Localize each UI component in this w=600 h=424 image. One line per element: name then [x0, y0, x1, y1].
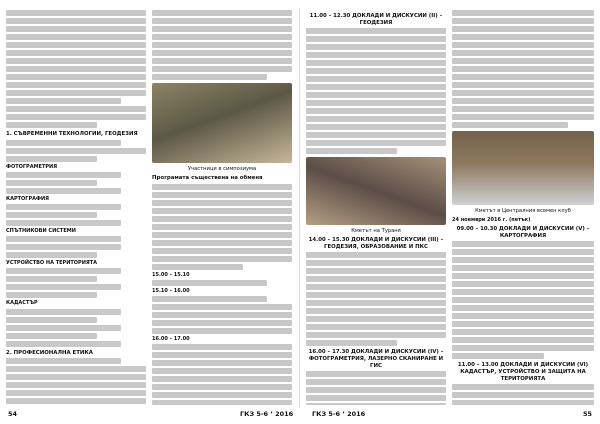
journal-footer-right: ГКЗ 5-6 ’ 2016 — [312, 410, 366, 418]
subheading-satellite-systems: СПЪТНИКОВИ СИСТЕМИ — [6, 228, 76, 234]
program-heading: Програмата съществена на обменя — [152, 175, 263, 181]
session-heading-photogrammetry: 16.00 – 17.30 ДОКЛАДИ И ДИСКУСИИ (IV) – ФОТОГРАМЕТРИЯ, ЛАЗЕРНО СКАНИРАНЕ И ГИС — [308, 349, 444, 369]
page-number-left: 54 — [8, 410, 18, 418]
session-heading-cartography: 09.00 – 10.30 ДОКЛАДИ И ДИСКУСИИ (V) – КАРТОГРАФИЯ — [456, 226, 590, 239]
page-number-right: 55 — [582, 410, 592, 418]
right-column-1 — [306, 10, 446, 405]
session-heading-cadastre: 11.00 – 13.00 ДОКЛАДИ И ДИСКУСИИ (VI) КАДАСТЪР, УСТРОЙСТВО И ЗАЩИТА НА ТЕРИТОРИЯТА — [457, 362, 589, 382]
right-column-2 — [452, 10, 594, 405]
club-photo — [452, 131, 594, 205]
day-date-line: 24 ноември 2016 г. (петък) — [452, 217, 531, 223]
section-heading-technologies: 1. СЪВРЕМЕННИ ТЕХНОЛОГИИ, ГЕОДЕЗИЯ — [6, 131, 138, 137]
session-heading-geodesy: 11.00 – 12.30 ДОКЛАДИ И ДИСКУСИИ (II) – ГЕОДЕЗИЯ — [309, 13, 443, 26]
program-time: 15.00 – 15.10 — [152, 271, 190, 278]
subheading-cadastre: КАДАСТЪР — [6, 300, 38, 307]
session-heading-education: 14.00 – 15.30 ДОКЛАДИ И ДИСКУСИИ (III) – ГЕОДЕЗИЯ, ОБРАЗОВАНИЕ И ПКС — [308, 237, 444, 250]
photo-caption: Участници в симпозиума — [187, 166, 257, 172]
section-heading-ethics: 2. ПРОФЕСИОНАЛНА ЕТИКА — [6, 349, 93, 356]
subheading-photogrammetry: ФОТОГРАМЕТРИЯ — [6, 163, 58, 170]
symposium-participants-photo — [152, 83, 292, 163]
journal-footer-left: ГКЗ 5-6 ’ 2016 — [240, 410, 294, 418]
left-column-2 — [152, 10, 292, 405]
photo-caption: Кметът на Тураня — [351, 228, 401, 235]
program-time: 16.00 – 17.00 — [152, 336, 190, 342]
left-column-1 — [6, 10, 146, 405]
subheading-territory-planning: УСТРОЙСТВО НА ТЕРИТОРИЯТА — [6, 260, 98, 267]
program-time: 15.10 – 16.00 — [152, 287, 190, 294]
subheading-cartography: КАРТОГРАФИЯ — [6, 195, 49, 202]
photo-caption: Кметът в Централния всемен клуб — [475, 208, 571, 214]
page-gutter — [299, 8, 300, 408]
mayor-photo — [306, 157, 446, 225]
